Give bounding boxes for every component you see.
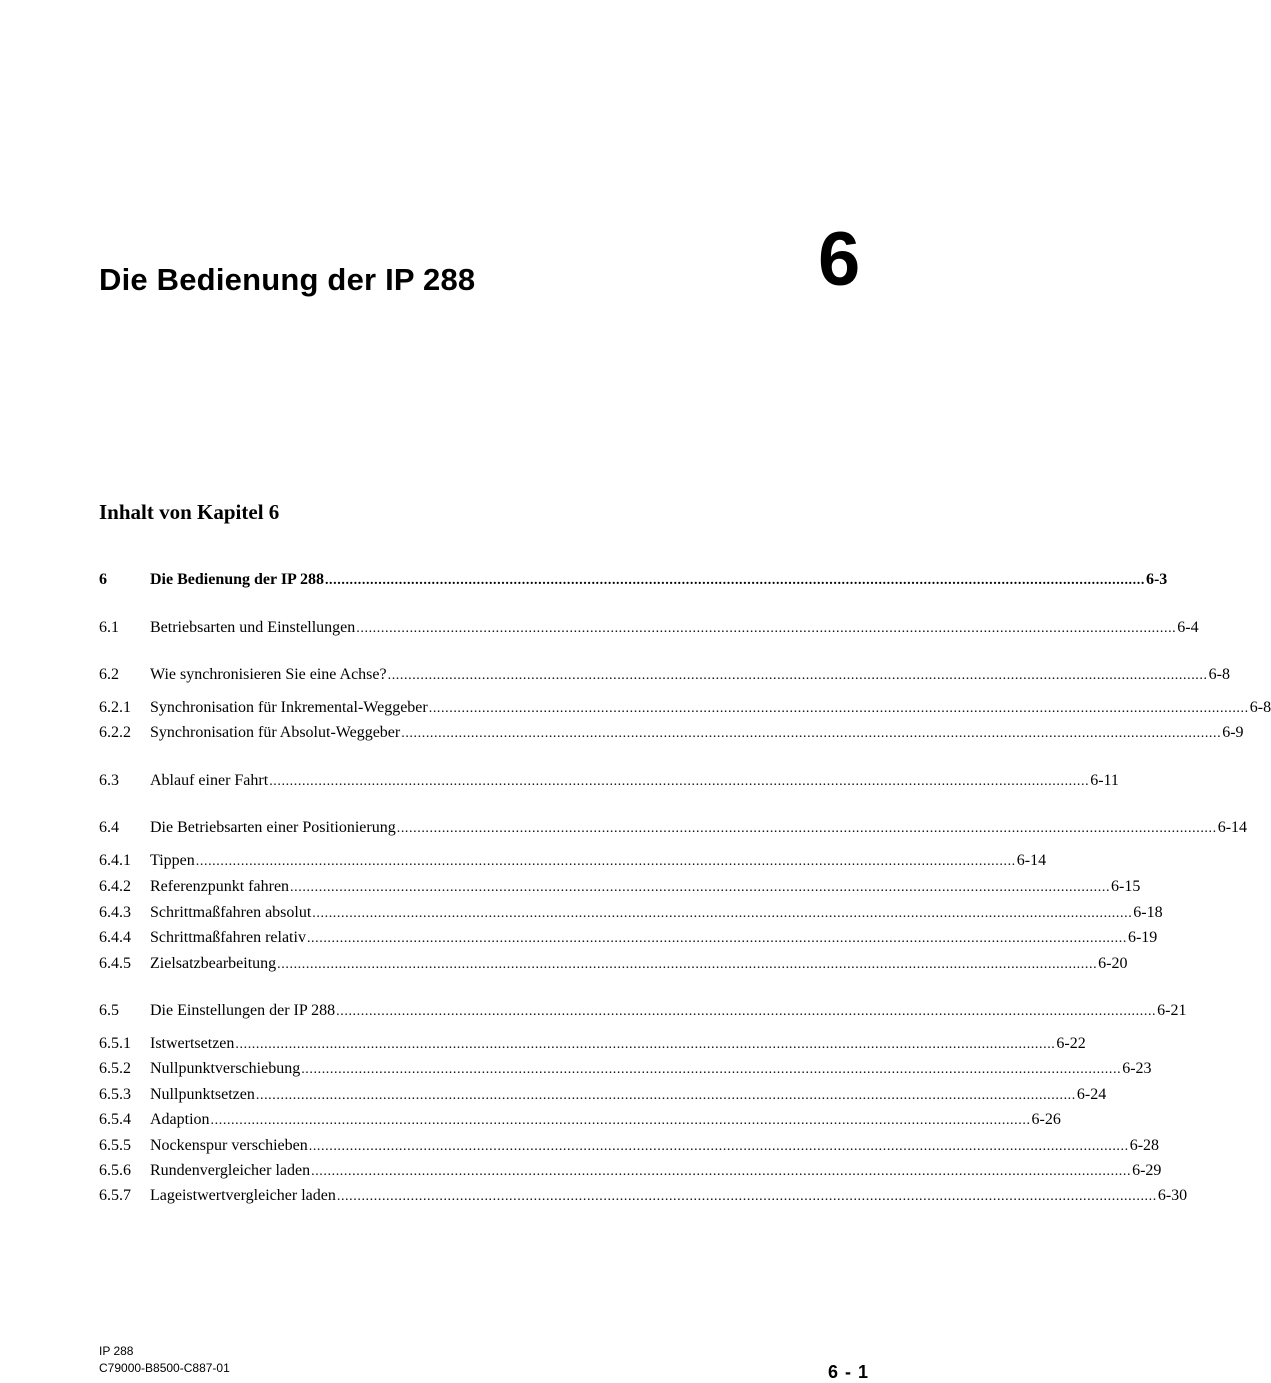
toc-entry-number: 6.2.1 (99, 699, 131, 716)
toc-entry-title: Betriebsarten und Einstellungen (150, 619, 356, 636)
toc-entry-title: Die Bedienung der IP 288 (150, 571, 324, 588)
toc-entry-number: 6.4.4 (99, 929, 131, 946)
toc-entry[interactable] (99, 1002, 1187, 1024)
toc-entry-number: 6.5.7 (99, 1187, 131, 1204)
toc-entry-page: 6-29 (1132, 1162, 1162, 1179)
toc-entry-page: 6-23 (1122, 1060, 1152, 1077)
toc-entry-title: Die Betriebsarten einer Positionierung (150, 819, 396, 836)
toc-heading: Inhalt von Kapitel 6 (99, 500, 280, 524)
toc-entry-title: Rundenvergleicher laden (150, 1162, 311, 1179)
toc-entry-page: 6-24 (1076, 1086, 1107, 1103)
dot-leader: ........................................................................................................................................................................................................ (311, 1164, 1132, 1179)
toc-entry-page: 6-8 (1249, 699, 1271, 716)
toc-entry-title: Nockenspur verschieben (150, 1137, 308, 1154)
toc-entry-page: 6-3 (1145, 571, 1168, 588)
toc-entry-number: 6.2.2 (99, 724, 131, 741)
toc-entry-title: Referenzpunkt fahren (150, 878, 290, 895)
dot-leader: ........................................................................................................................................................................................................ (235, 1037, 1056, 1052)
toc-entry[interactable] (99, 955, 1128, 977)
footer-product: IP 288 (99, 1344, 134, 1358)
dot-leader: ........................................................................................................................................................................................................ (255, 1088, 1076, 1103)
toc-entry-title: Istwertsetzen (150, 1035, 235, 1052)
toc-entry-page: 6-26 (1031, 1111, 1061, 1128)
toc-entry-title: Ablauf einer Fahrt (150, 772, 269, 789)
dot-leader: ........................................................................................................................................................................................................ (269, 774, 1090, 789)
toc-entry[interactable] (99, 571, 1168, 593)
toc-entry-page: 6-20 (1098, 955, 1128, 972)
chapter-number: 6 (818, 217, 861, 302)
dot-leader: ........................................................................................................................................................................................................ (312, 906, 1133, 921)
toc-entry[interactable] (99, 619, 1199, 641)
toc-entry-number: 6.5.5 (99, 1137, 131, 1154)
dot-leader: ........................................................................................................................................................................................................ (387, 668, 1208, 683)
toc-entry-title: Lageistwertvergleicher laden (150, 1187, 336, 1204)
toc-entry-page: 6-30 (1157, 1187, 1188, 1204)
toc-entry-title: Wie synchronisieren Sie eine Achse? (150, 666, 387, 683)
toc-entry-page: 6-14 (1016, 852, 1047, 869)
dot-leader: ........................................................................................................................................................................................................ (396, 821, 1217, 836)
dot-leader: ........................................................................................................................................................................................................ (306, 931, 1127, 946)
toc-entry-page: 6-15 (1111, 878, 1141, 895)
toc-entry[interactable] (99, 929, 1158, 951)
toc-entry-number: 6.4.3 (99, 904, 131, 921)
toc-entry-number: 6.5.1 (99, 1035, 131, 1052)
toc-entry[interactable] (99, 1137, 1160, 1159)
toc-entry-page: 6-21 (1157, 1002, 1187, 1019)
toc-entry-title: Adaption (150, 1111, 210, 1128)
toc-entry-number: 6 (99, 571, 107, 588)
dot-leader: ........................................................................................................................................................................................................ (308, 1139, 1129, 1154)
toc-entry-number: 6.5.2 (99, 1060, 131, 1077)
toc-entry-title: Nullpunktverschiebung (150, 1060, 301, 1077)
toc-entry[interactable] (99, 878, 1141, 900)
toc-entry-title: Synchronisation für Inkremental-Weggeber (150, 699, 428, 716)
toc-entry[interactable] (99, 1162, 1162, 1184)
toc-entry[interactable] (99, 772, 1119, 794)
footer-order-number: C79000-B8500-C887-01 (99, 1361, 230, 1375)
chapter-title: Die Bedienung der IP 288 (99, 262, 476, 297)
dot-leader: ........................................................................................................................................................................................................ (290, 880, 1111, 895)
toc-entry-page: 6-8 (1208, 666, 1230, 683)
toc-entry[interactable] (99, 1035, 1086, 1057)
toc-entry-title: Synchronisation für Absolut-Weggeber (150, 724, 401, 741)
toc-entry-number: 6.2 (99, 666, 119, 683)
toc-entry[interactable] (99, 1060, 1152, 1082)
dot-leader: ........................................................................................................................................................................................................ (324, 573, 1145, 588)
toc-entry[interactable] (99, 852, 1047, 874)
toc-entry-page: 6-19 (1127, 929, 1158, 946)
toc-entry[interactable] (99, 1187, 1188, 1209)
dot-leader: ........................................................................................................................................................................................................ (356, 621, 1177, 636)
toc-entry-page: 6-4 (1177, 619, 1199, 636)
dot-leader: ........................................................................................................................................................................................................ (336, 1004, 1157, 1019)
toc-entry-number: 6.4 (99, 819, 119, 836)
footer-document-info (99, 1343, 230, 1377)
toc-entry-title: Schrittmaßfahren relativ (150, 929, 306, 946)
toc-entry[interactable] (99, 666, 1230, 688)
toc-entry-number: 6.5.4 (99, 1111, 131, 1128)
toc-entry-number: 6.5 (99, 1002, 119, 1019)
toc-entry-number: 6.5.6 (99, 1162, 131, 1179)
dot-leader: ........................................................................................................................................................................................................ (277, 957, 1098, 972)
dot-leader: ........................................................................................................................................................................................................ (210, 1113, 1031, 1128)
dot-leader: ........................................................................................................................................................................................................ (301, 1062, 1122, 1077)
toc-entry[interactable] (99, 699, 1271, 721)
toc-entry-number: 6.4.1 (99, 852, 131, 869)
toc-entry-number: 6.4.5 (99, 955, 131, 972)
dot-leader: ........................................................................................................................................................................................................ (336, 1189, 1157, 1204)
dot-leader: ........................................................................................................................................................................................................ (195, 854, 1016, 869)
dot-leader: ........................................................................................................................................................................................................ (401, 726, 1222, 741)
toc-entry-title: Die Einstellungen der IP 288 (150, 1002, 336, 1019)
toc-entry[interactable] (99, 904, 1163, 926)
toc-entry-page: 6-9 (1222, 724, 1244, 741)
toc-entry[interactable] (99, 1086, 1107, 1108)
toc-entry-number: 6.3 (99, 772, 119, 789)
toc-entry-number: 6.1 (99, 619, 119, 636)
toc-entry[interactable] (99, 724, 1244, 746)
dot-leader: ........................................................................................................................................................................................................ (428, 701, 1249, 716)
toc-entry-number: 6.4.2 (99, 878, 131, 895)
toc-entry-number: 6.5.3 (99, 1086, 131, 1103)
toc-entry-title: Schrittmaßfahren absolut (150, 904, 312, 921)
toc-entry[interactable] (99, 1111, 1061, 1133)
toc-entry-page: 6-28 (1129, 1137, 1160, 1154)
toc-entry-page: 6-11 (1090, 772, 1119, 789)
toc-entry-title: Zielsatzbearbeitung (150, 955, 277, 972)
toc-entry-page: 6-18 (1133, 904, 1163, 921)
footer-page-number: 6 - 1 (827, 1362, 869, 1382)
toc-entry-page: 6-22 (1056, 1035, 1086, 1052)
toc-entry-page: 6-14 (1217, 819, 1248, 836)
toc-entry-title: Nullpunktsetzen (150, 1086, 255, 1103)
toc-entry[interactable] (99, 819, 1248, 841)
toc-entry-title: Tippen (150, 852, 195, 869)
